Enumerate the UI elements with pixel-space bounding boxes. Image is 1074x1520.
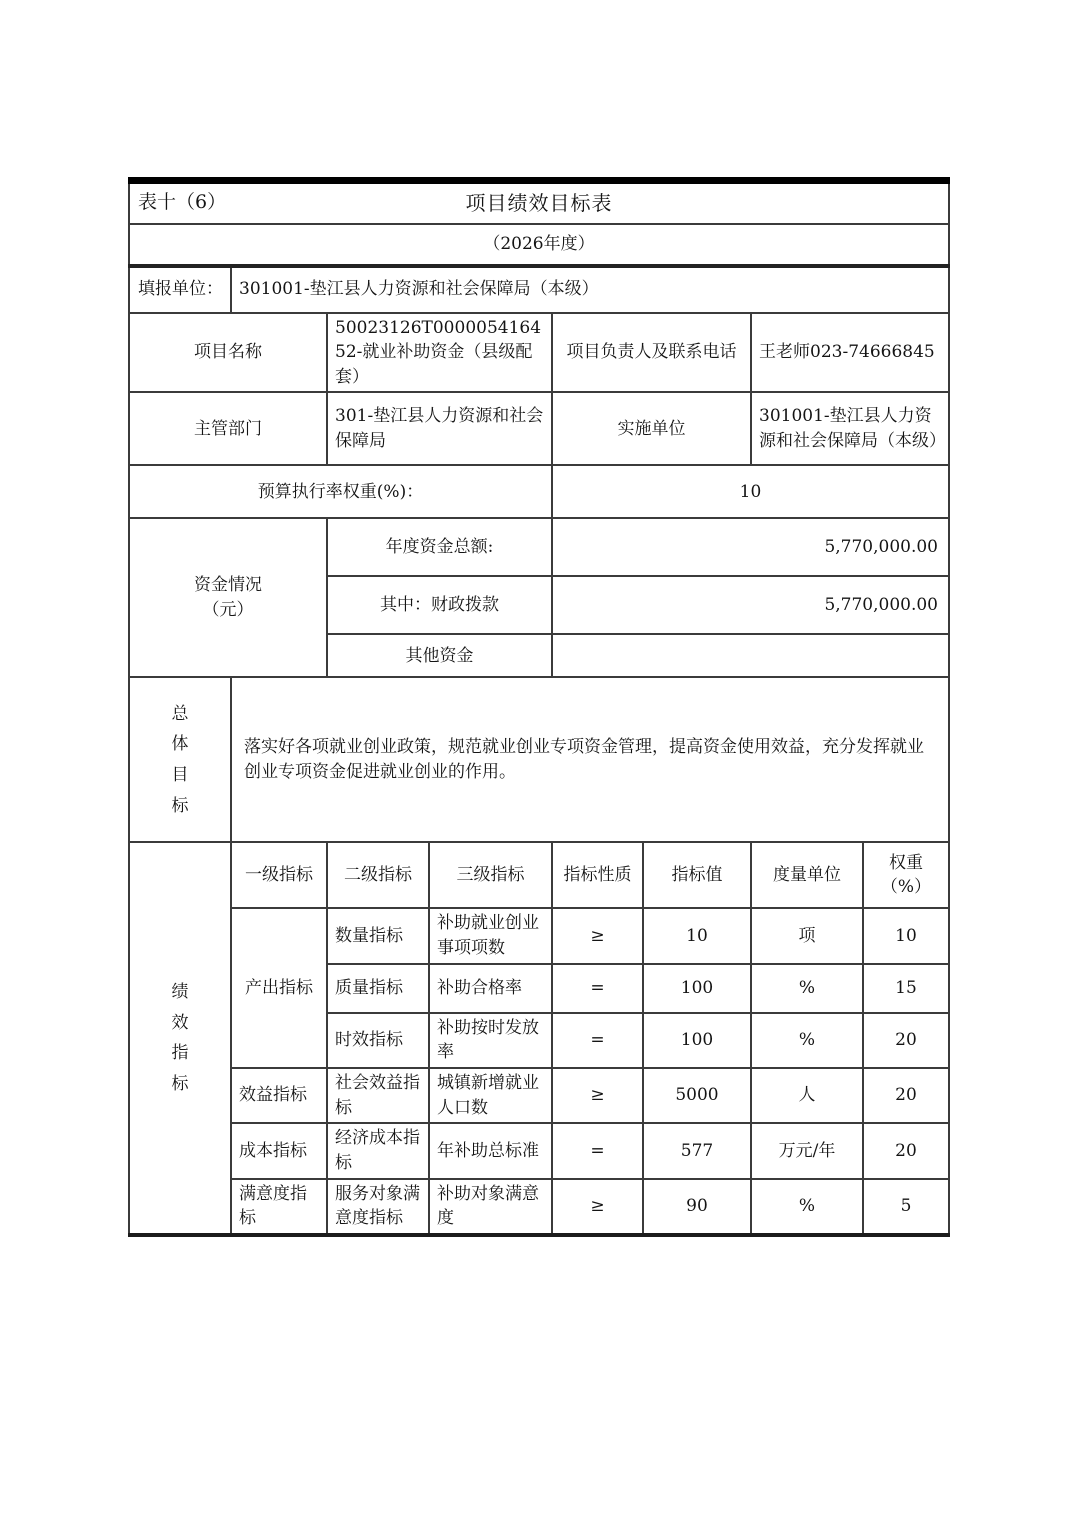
indicator-level1: 产出指标 [231,908,327,1068]
funding-other-label: 其他资金 [327,634,552,677]
header-level1: 一级指标 [231,842,327,908]
performance-side-label: 绩效指标 [171,981,189,1094]
indicator-value: 90 [643,1179,751,1235]
indicator-level2: 数量指标 [327,908,429,963]
impl-unit-value: 301001-垫江县人力资源和社会保障局（本级） [751,392,949,465]
table-row [129,313,949,393]
indicator-level2: 服务对象满意度指标 [327,1179,429,1235]
header-weight: 权重（%） [863,842,949,908]
dept-label: 主管部门 [129,392,327,465]
table-number-label: 表十（6） [138,191,227,214]
indicator-unit: 万元/年 [751,1123,863,1178]
indicator-value: 5000 [643,1068,751,1123]
indicator-weight: 5 [863,1179,949,1235]
budget-exec-value: 10 [552,465,949,518]
indicator-value: 100 [643,964,751,1013]
indicator-level3: 补助合格率 [429,964,552,1013]
funding-label-line1: 资金情况 [194,575,262,596]
header-value: 指标值 [643,842,751,908]
table-row [129,392,949,465]
table-row [129,842,949,908]
indicator-weight: 20 [863,1068,949,1123]
indicator-weight: 20 [863,1013,949,1068]
table-row [129,1123,949,1178]
funding-label-line2: （元） [202,599,254,620]
table-row [129,518,949,576]
leader-label: 项目负责人及联系电话 [552,313,751,393]
funding-total-value: 5,770,000.00 [552,518,949,576]
table-row [129,465,949,518]
indicator-unit: % [751,964,863,1013]
indicator-nature: ≥ [552,1179,643,1235]
performance-side-label-cell [129,842,231,1234]
header-level3: 三级指标 [429,842,552,908]
indicator-unit: 项 [751,908,863,963]
funding-other-value [552,634,949,677]
indicator-level3: 补助按时发放率 [429,1013,552,1068]
table-row [129,266,949,313]
fiscal-year: （2026年度） [129,224,949,266]
funding-section-label [129,518,327,677]
project-name-label: 项目名称 [129,313,327,393]
indicator-nature: ≥ [552,1068,643,1123]
indicator-weight: 10 [863,908,949,963]
table-row [129,1068,949,1123]
indicator-level3: 城镇新增就业人口数 [429,1068,552,1123]
indicator-level2: 时效指标 [327,1013,429,1068]
indicator-level3: 补助就业创业事项项数 [429,908,552,963]
indicator-level2: 经济成本指标 [327,1123,429,1178]
overall-goal-label: 总体目标 [171,703,189,816]
table-row [129,181,949,224]
indicator-level2: 质量指标 [327,964,429,1013]
title-row-cell [129,181,949,224]
budget-exec-label: 预算执行率权重(%)： [129,465,552,518]
leader-value: 王老师023-74666845 [751,313,949,393]
indicator-level1: 成本指标 [231,1123,327,1178]
header-nature: 指标性质 [552,842,643,908]
indicator-nature: = [552,1123,643,1178]
filing-unit-label: 填报单位： [129,266,231,313]
table-row [129,1179,949,1235]
indicator-unit: % [751,1179,863,1235]
funding-fiscal-label: 其中：财政拨款 [327,576,552,634]
indicator-level1: 效益指标 [231,1068,327,1123]
indicator-level1: 满意度指标 [231,1179,327,1235]
table-row [129,677,949,842]
header-unit: 度量单位 [751,842,863,908]
indicator-unit: % [751,1013,863,1068]
indicator-nature: = [552,964,643,1013]
indicator-level2: 社会效益指标 [327,1068,429,1123]
indicator-level3: 补助对象满意度 [429,1179,552,1235]
performance-target-document [128,177,948,1237]
overall-goal-text: 落实好各项就业创业政策，规范就业创业专项资金管理，提高资金使用效益，充分发挥就业创业专项资金促进就业创业的作用。 [231,677,949,842]
indicator-unit: 人 [751,1068,863,1123]
indicator-nature: ≥ [552,908,643,963]
filing-unit-value: 301001-垫江县人力资源和社会保障局（本级） [231,266,949,313]
dept-value: 301-垫江县人力资源和社会保障局 [327,392,552,465]
indicator-weight: 20 [863,1123,949,1178]
funding-total-label: 年度资金总额: [327,518,552,576]
indicator-value: 100 [643,1013,751,1068]
indicator-level3: 年补助总标准 [429,1123,552,1178]
funding-fiscal-value: 5,770,000.00 [552,576,949,634]
performance-target-table [128,177,950,1237]
indicator-value: 10 [643,908,751,963]
table-row [129,908,949,963]
impl-unit-label: 实施单位 [552,392,751,465]
overall-goal-label-cell [129,677,231,842]
page-title: 项目绩效目标表 [465,190,613,215]
table-row [129,224,949,266]
indicator-value: 577 [643,1123,751,1178]
header-level2: 二级指标 [327,842,429,908]
indicator-weight: 15 [863,964,949,1013]
indicator-nature: = [552,1013,643,1068]
project-name-value: 50023126T000005416452-就业补助资金（县级配套） [327,313,552,393]
